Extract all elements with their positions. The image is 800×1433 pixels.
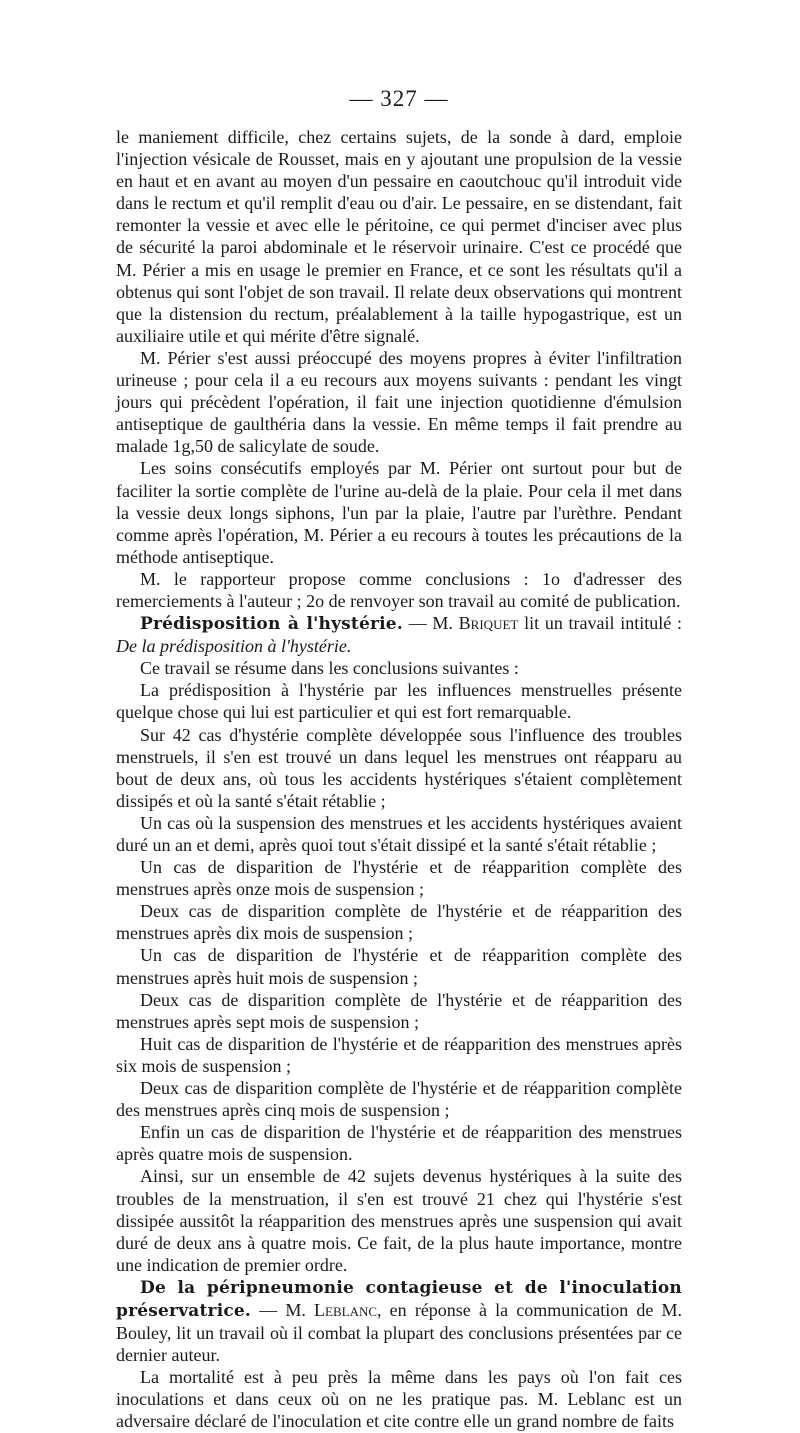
paragraph: Huit cas de disparition de l'hystérie et de réapparition des menstrues après six mois de suspension ;: [116, 1033, 682, 1076]
paragraph: M. Périer s'est aussi préoccupé des moyens propres à éviter l'infiltration urineuse ; pour cela il a eu recours aux moyens suivants : pendant les vingt jours qui précèdent l'opération, il fait une injection quotidienne d'émulsion antiseptique de gaulthéria dans la vessie. En même temps il fait prendre au malade 1g,50 de salicylate de soude.: [116, 347, 682, 457]
paragraph: La mortalité est à peu près la même dans les pays où l'on fait ces inoculations et dans ceux où on ne les pratique pas. M. Leblanc est un adversaire déclaré de l'inoculation et cite contre elle un grand nombre de faits: [116, 1367, 682, 1432]
section-author: Leblanc: [314, 1299, 378, 1320]
paragraph: Un cas de disparition de l'hystérie et de réapparition complète des menstrues après onze mois de suspension ;: [116, 857, 682, 900]
paragraph: Un cas de disparition de l'hystérie et de réapparition complète des menstrues après huit mois de suspension ;: [116, 945, 682, 988]
paragraph: Ce travail se résume dans les conclusions suivantes :: [140, 658, 519, 679]
section-hysteria: [116, 612, 682, 657]
section-heading: De la péripneumonie contagieuse et de l'inoculation préservatrice.: [116, 1277, 682, 1321]
work-title: De la prédisposition à l'hystérie.: [116, 636, 352, 657]
section-dash: — M.: [251, 1299, 315, 1320]
paragraph: Enfin un cas de disparition de l'hystérie et de réapparition des menstrues après quatre mois de suspension.: [116, 1122, 682, 1165]
paragraph: La prédisposition à l'hystérie par les influences menstruelles présente quelque chose qui lui est particulier et qui est fort remarquable.: [116, 680, 682, 723]
section-dash: — M.: [402, 613, 459, 634]
section-author: Briquet: [458, 613, 519, 634]
paragraph: le maniement difficile, chez certains sujets, de la sonde à dard, emploie l'injection vésicale de Rousset, mais en y ajoutant une propulsion de la vessie en haut et en avant au moyen d'un pessaire en caoutchouc qu'il introduit vide dans le rectum et qu'il remplit d'eau ou d'air. Le pessaire, en se distendant, fait remonter la vessie et avec elle le péritoine, ce qui permet d'inciser avec plus de sécurité la paroi abdominale et le réservoir urinaire. C'est ce procédé que M. Périer a mis en usage le premier en France, et ce sont les résultats qu'il a obtenus qui sont l'objet de son travail. Il relate deux observations qui montrent que la distension du rectum, préalablement à la taille hypogastrique, est un auxiliaire utile et qui mérite d'être signalé.: [116, 127, 682, 346]
page-number: — 327 —: [349, 86, 449, 111]
paragraph: Deux cas de disparition complète de l'hystérie et de réapparition des menstrues après dix mois de suspension ;: [116, 901, 682, 944]
paragraph: Les soins consécutifs employés par M. Périer ont surtout pour but de faciliter la sortie complète de l'urine au-delà de la plaie. Pour cela il met dans la vessie deux longs siphons, l'un par la plaie, l'autre par l'urèthre. Pendant comme après l'opération, M. Périer a eu recours à toutes les précautions de la méthode antiseptique.: [116, 458, 682, 567]
section-pneumonia: [116, 1276, 682, 1366]
paragraph: Ainsi, sur un ensemble de 42 sujets devenus hystériques à la suite des troubles de la menstruation, il s'en est trouvé 21 chez qui l'hystérie s'est dissipée aussitôt la réapparition des menstrues après une suspension qui avait duré de deux ans à quatre mois. Ce fait, de la plus haute importance, montre une indication de premier ordre.: [116, 1166, 682, 1275]
paragraph: M. le rapporteur propose comme conclusions : 1o d'adresser des remerciements à l'auteur ; 2o de renvoyer son travail au comité de publication.: [116, 568, 682, 611]
section-heading: Prédisposition à l'hystérie.: [140, 614, 403, 635]
paragraph: Deux cas de disparition complète de l'hystérie et de réapparition des menstrues après sept mois de suspension ;: [116, 989, 682, 1032]
section-intro: , en réponse à la communication de M. Bouley, lit un travail où il combat la plupart des conclusions présentées par ce dernier auteur.: [116, 1299, 682, 1366]
paragraph: Sur 42 cas d'hystérie complète développée sous l'influence des troubles menstruels, il s'en est trouvé un dans lequel les menstrues ont réapparu au bout de deux ans, où tous les accidents hystériques s'étaient complètement dissipés et où la santé s'était rétablie ;: [116, 724, 682, 811]
paragraph: Un cas où la suspension des menstrues et les accidents hystériques avaient duré un an et demi, après quoi tout s'était dissipé et la santé s'était rétablie ;: [116, 812, 682, 855]
section-intro: lit un travail intitulé :: [518, 613, 682, 634]
body-text: [116, 126, 682, 1433]
paragraph: Deux cas de disparition complète de l'hystérie et de réapparition complète des menstrues après cinq mois de suspension ;: [116, 1078, 682, 1121]
